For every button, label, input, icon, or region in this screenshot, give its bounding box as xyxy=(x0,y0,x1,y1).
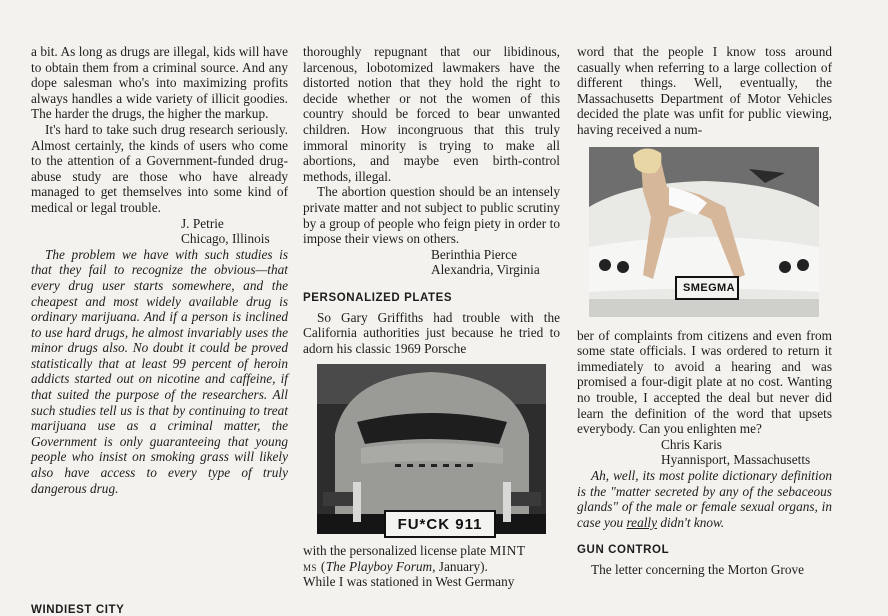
corvette-photo xyxy=(589,147,819,317)
paragraph: The abortion question should be an intensely private matter and not subject to public scrutiny by a group of people who feign piety in order to impose their views on others. xyxy=(303,184,560,247)
porsche-photo xyxy=(317,364,546,534)
paragraph: thoroughly repugnant that our libidinous, larcenous, lobotomized lawmakers have the distorted notion that they hold the right to decide whether or not the women of this country should be forced to bear unwanted children. How incongruous that this truly immoral minority is trying to make all abortions, and maybe even birth-control methods, illegal. xyxy=(303,44,560,184)
signature-place: Chicago, Illinois xyxy=(181,231,270,247)
paragraph-text: ms ( xyxy=(303,558,326,574)
license-plate-text: FU*CK 911 xyxy=(397,516,483,534)
section-heading: PERSONALIZED PLATES xyxy=(303,291,453,304)
reply-text: didn't know. xyxy=(657,514,725,530)
porsche-rear-illustration xyxy=(317,364,546,534)
signature-name: Chris Karis xyxy=(661,436,722,452)
paragraph-text: with the personalized license plate xyxy=(303,543,487,559)
plate-mention: MINT xyxy=(489,543,526,559)
magazine-reference: The Playboy Forum, xyxy=(325,558,436,574)
paragraph: ber of complaints from citizens and even from some state officials. I was ordered to return it immediately to avoid a hearing and was promised a four-digit plate at no cost. Wanting no trouble, I accepted the deal but never did learn the definition of the word that upsets everybody. Can you enlighten me? xyxy=(577,327,832,437)
reply-text: Ah, well, its most polite dictionary definition is the "matter secreted by any of the sebaceous glands" of the male or female sexual organs, in case you xyxy=(577,467,832,530)
signature-place: Hyannisport, Massachusetts xyxy=(661,452,811,468)
letter-signature xyxy=(31,216,288,247)
paragraph xyxy=(303,543,560,590)
paragraph: word that the people I know toss around casually when referring to a large collection of different things. Well, eventually, the Massachusetts Department of Motor Vehicles decided the plate was unfit for public viewing, having received a num- xyxy=(577,44,832,137)
column-left xyxy=(31,44,288,496)
section-heading: GUN CONTROL xyxy=(577,544,670,557)
license-plate-text: SMEGMA xyxy=(683,281,735,294)
paragraph: a bit. As long as drugs are illegal, kids will have to obtain them from a criminal source. And any dope salesman who's into maximizing profits always handles a wide variety of illicit goodies. The harder the drugs, the higher the markup. xyxy=(31,44,288,122)
column-right xyxy=(577,44,832,577)
section-heading: WINDIEST CITY xyxy=(31,604,125,616)
paragraph-text: While I was stationed in West Germany xyxy=(303,574,515,590)
paragraph: It's hard to take such drug research seriously. Almost certainly, the kinds of users who come to the attention of a Government-funded drug-abuse study are those who have already managed to get themselves into some kind of medical or legal trouble. xyxy=(31,121,288,215)
editor-reply xyxy=(577,468,832,530)
letter-signature xyxy=(577,437,832,468)
editor-reply: The problem we have with such studies is that they fail to recognize the obvious—that every drug user starts somewhere, and the cheapest and most widely available drug is ordinary marijuana. And if a person is inclined to use hard drugs, he almost invariably uses the minor drugs also. No doubt it could be proved statistically that at least 99 percent of heroin addicts started out on nicotine and caffeine, if that suited the purpose of the researchers. All such studies tell us is that by continuing to treat marijuana use as a criminal matter, the Government is only guaranteeing that young people who insist on smoking grass will likely also have access to every type of truly dangerous drug. xyxy=(31,246,288,496)
paragraph: So Gary Griffiths had trouble with the California authorities just because he tried to adorn his classic 1969 Porsche xyxy=(303,309,560,356)
signature-name: J. Petrie xyxy=(181,215,224,231)
signature-place: Alexandria, Virginia xyxy=(431,262,540,278)
paragraph-text: January). xyxy=(435,558,488,574)
paragraph: The letter concerning the Morton Grove xyxy=(591,561,805,577)
column-middle xyxy=(303,44,560,590)
signature-name: Berinthia Pierce xyxy=(431,246,518,262)
reply-emphasis: really xyxy=(626,514,658,530)
letter-signature xyxy=(303,247,560,278)
